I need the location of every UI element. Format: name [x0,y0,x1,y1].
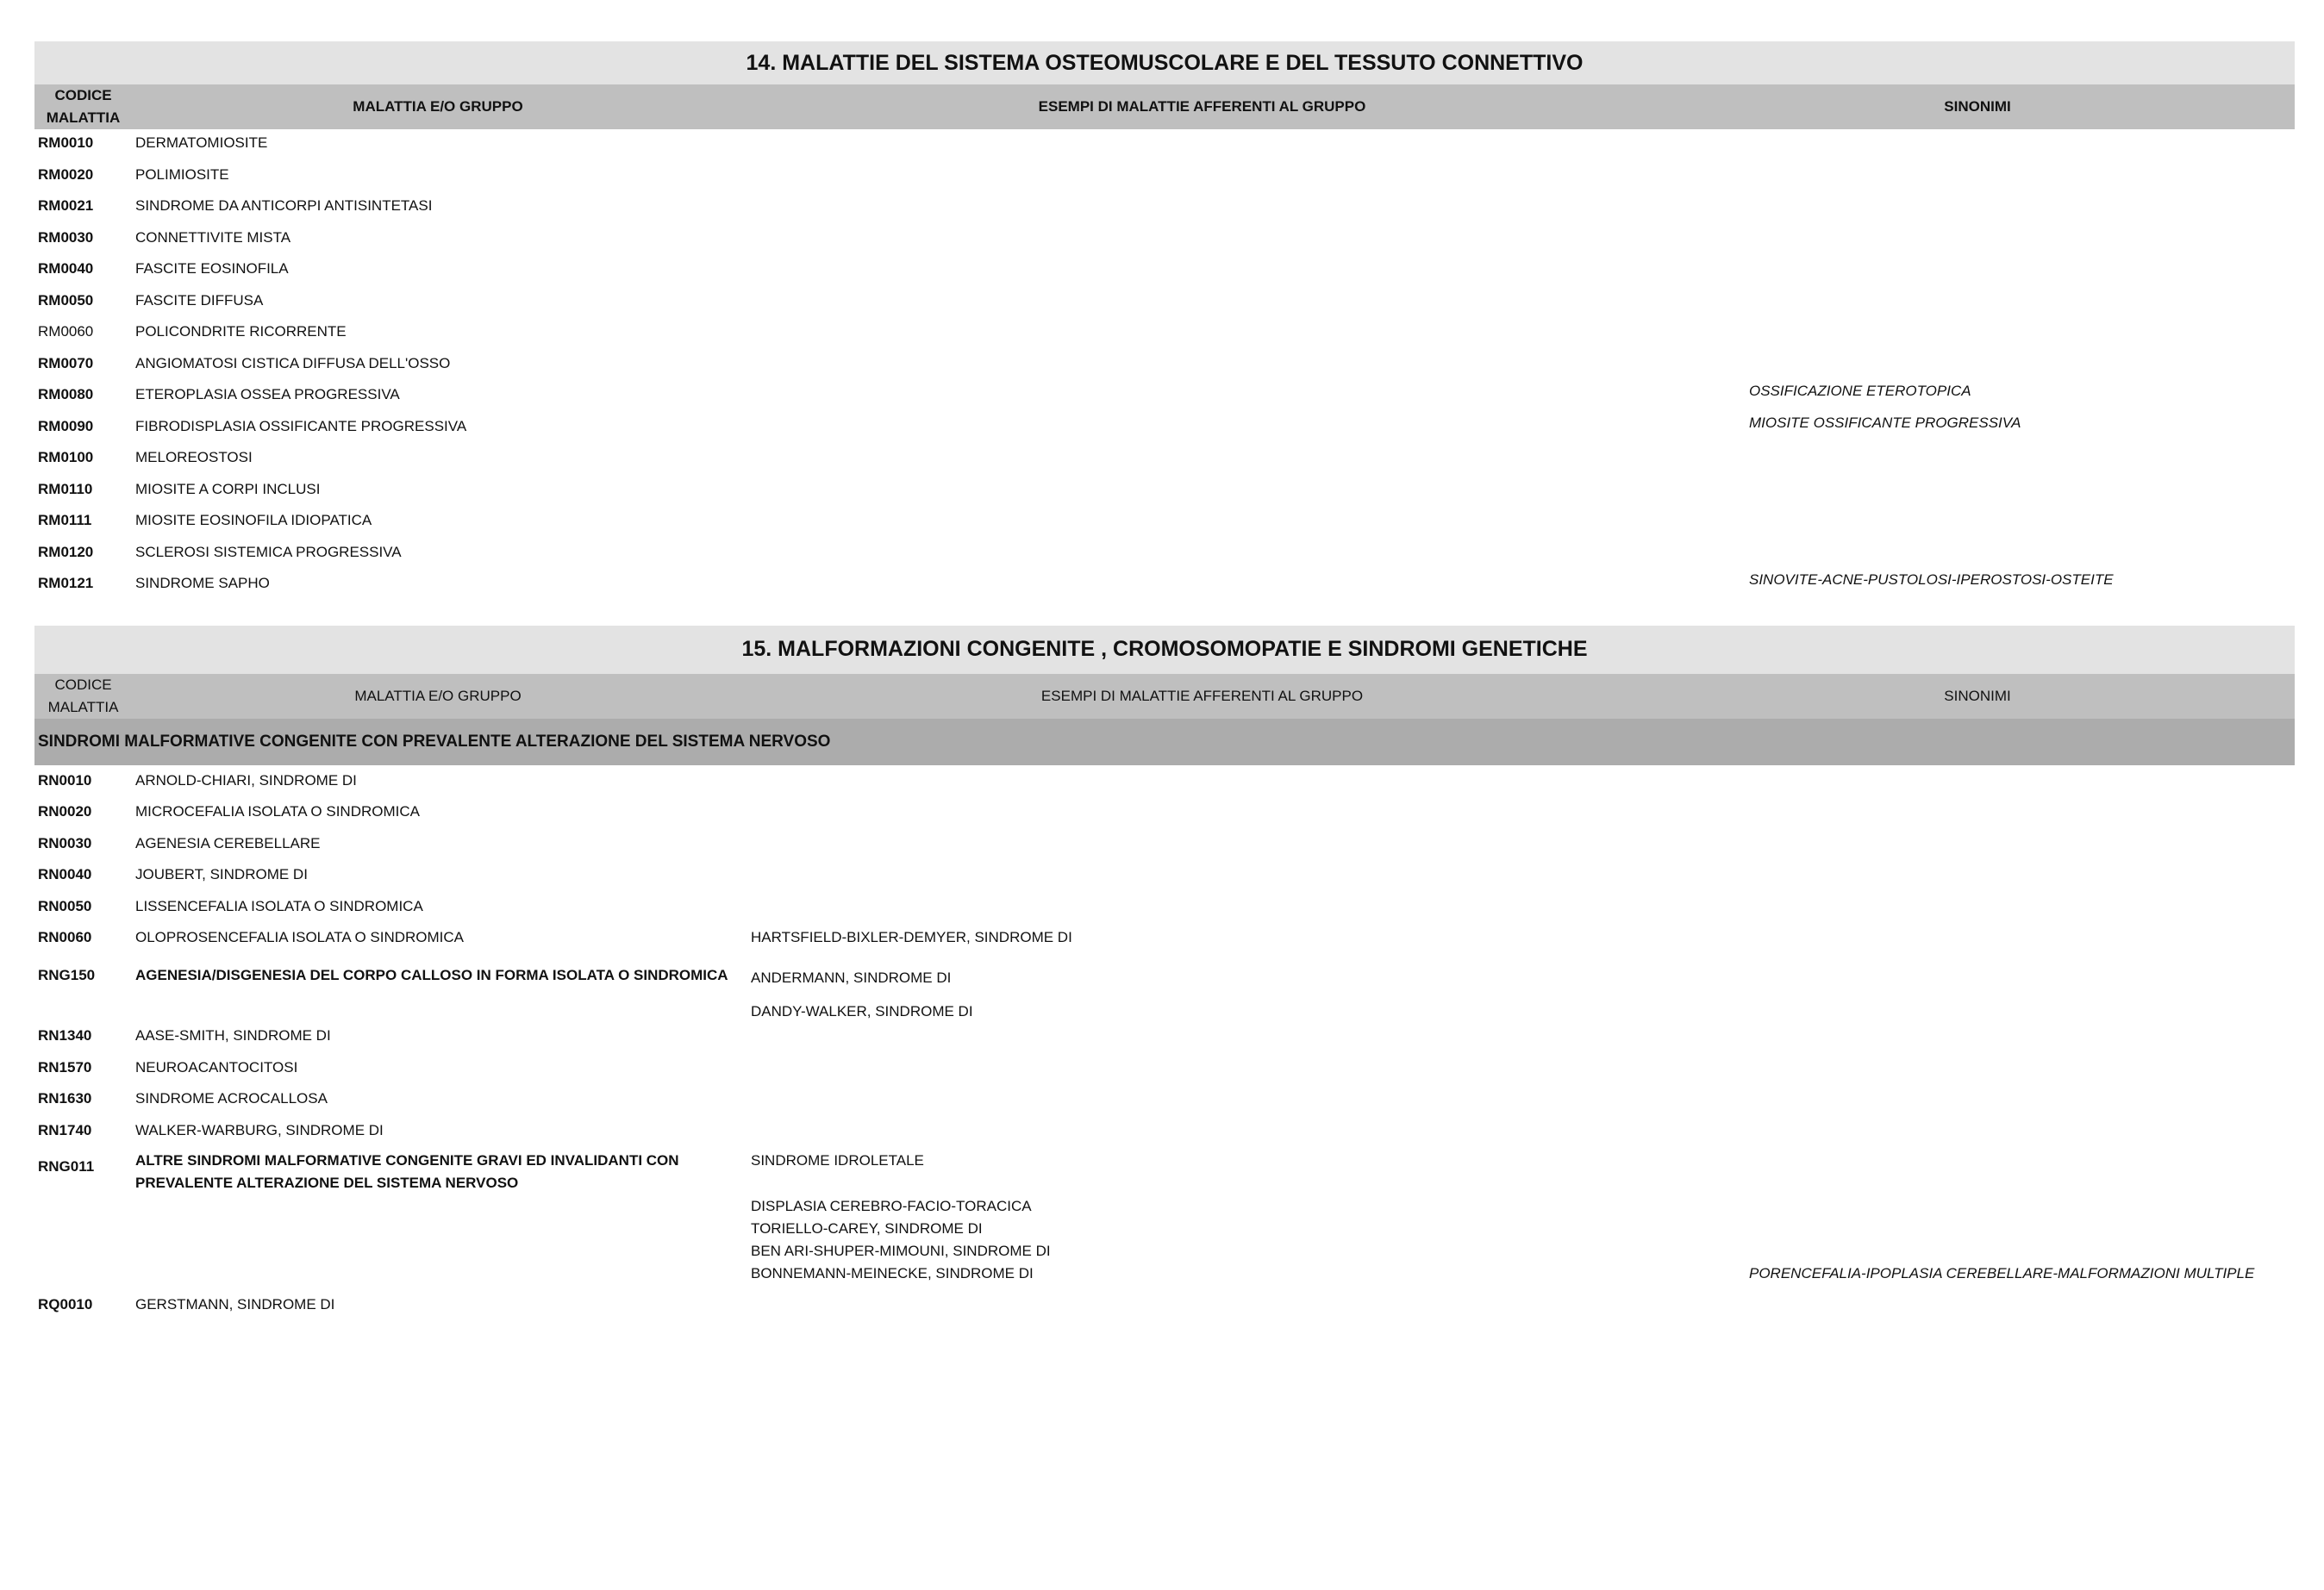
row-name: LISSENCEFALIA ISOLATA O SINDROMICA [135,897,423,914]
row-name: CONNETTIVITE MISTA [135,228,291,246]
row-name: MELOREOSTOSI [135,449,253,465]
header-code-line2: MALATTIA [46,109,121,126]
row-name: MIOSITE EOSINOFILA IDIOPATICA [135,512,372,528]
row-name: NEUROACANTOCITOSI [135,1058,298,1076]
row-name: FASCITE EOSINOFILA [135,260,289,277]
row-name: SINDROME ACROCALLOSA [135,1090,328,1107]
row-code: RM0030 [38,228,94,246]
table-row [34,512,2295,544]
row-name: MIOSITE A CORPI INCLUSI [135,480,321,497]
row-code: RM0020 [38,165,94,183]
row-code: RM0060 [38,323,94,340]
header-name: MALATTIA E/O GRUPPO [354,687,522,704]
row-name: ETEROPLASIA OSSEA PROGRESSIVA [135,386,400,402]
row-name: POLICONDRITE RICORRENTE [135,323,347,340]
header-code [34,84,132,129]
table-row [34,1150,2295,1296]
row-code: RN0020 [38,803,92,820]
row-code: RM0021 [38,197,94,214]
row-example: SINDROME IDROLETALE [751,1151,924,1169]
row-name [135,1150,751,1194]
table-row [34,481,2295,513]
header-code-line1: CODICE [54,676,112,693]
section-15-header-row [34,674,2295,719]
row-code: RM0120 [38,543,94,560]
row-example: DISPLASIA CEREBRO-FACIO-TORACICA [751,1197,1032,1214]
row-name: SINDROME SAPHO [135,575,270,591]
row-name: DERMATOMIOSITE [135,134,268,151]
section-14-title: 14. MALATTIE DEL SISTEMA OSTEOMUSCOLARE E DEL TESSUTO CONNETTIVO [34,41,2295,84]
document-page [34,41,2295,1327]
table-row [34,967,2295,1027]
row-name: AASE-SMITH, SINDROME DI [135,1027,331,1044]
row-examples [751,1150,1749,1285]
table-row [34,929,2295,967]
row-code: RM0121 [38,575,94,591]
row-name: FASCITE DIFFUSA [135,291,264,309]
row-example: BONNEMANN-MEINECKE, SINDROME DI [751,1264,1034,1281]
table-row [34,571,2295,607]
table-row [34,866,2295,898]
row-code: RM0090 [38,417,94,434]
row-name-line: ALTRE SINDROMI MALFORMATIVE CONGENITE GRAVI ED INVALIDANTI CON [135,1151,679,1169]
table-row [34,449,2295,481]
row-code: RM0111 [38,512,92,528]
table-row [34,835,2295,867]
row-code: RM0040 [38,260,94,277]
table-row [34,355,2295,387]
row-name: SINDROME DA ANTICORPI ANTISINTETASI [135,197,433,214]
row-name: WALKER-WARBURG, SINDROME DI [135,1121,384,1138]
table-row [34,1059,2295,1091]
row-code: RQ0010 [38,1295,93,1313]
row-name: SCLEROSI SISTEMICA PROGRESSIVA [135,543,402,560]
row-example: HARTSFIELD-BIXLER-DEMYER, SINDROME DI [751,929,1072,945]
row-code: RN0040 [38,866,92,882]
row-name: OLOPROSENCEFALIA ISOLATA O SINDROMICA [135,929,465,945]
section-14-header-row [34,84,2295,129]
header-synonyms: SINONIMI [1944,687,2011,704]
table-row [34,544,2295,576]
header-code-line2: MALATTIA [47,698,119,715]
table-row [34,383,2295,418]
table-row [34,414,2295,450]
row-name: ANGIOMATOSI CISTICA DIFFUSA DELL'OSSO [135,354,451,371]
row-code: RN0030 [38,834,92,851]
row-code: RN1740 [38,1121,92,1138]
row-example: TORIELLO-CAREY, SINDROME DI [751,1219,983,1237]
row-name: ARNOLD-CHIARI, SINDROME DI [135,771,357,789]
header-examples: ESEMPI DI MALATTIE AFFERENTI AL GRUPPO [1038,98,1366,115]
row-name: POLIMIOSITE [135,165,229,183]
row-name: MICROCEFALIA ISOLATA O SINDROMICA [135,803,420,820]
table-row [34,1027,2295,1059]
header-examples: ESEMPI DI MALATTIE AFFERENTI AL GRUPPO [1040,687,1364,704]
row-code: RM0050 [38,291,94,309]
row-synonym: MIOSITE OSSIFICANTE PROGRESSIVA [1749,414,2021,431]
row-code: RN0010 [38,771,92,789]
row-name: GERSTMANN, SINDROME DI [135,1295,335,1313]
row-code: RM0080 [38,386,94,402]
section-15-title: 15. MALFORMAZIONI CONGENITE , CROMOSOMOPATIE E SINDROMI GENETICHE [34,626,2295,674]
row-name: JOUBERT, SINDROME DI [135,866,308,882]
table-row [34,292,2295,324]
row-synonym: PORENCEFALIA-IPOPLASIA CEREBELLARE-MALFORMAZIONI MULTIPLE [1749,1264,2255,1281]
row-examples [751,967,1749,1023]
table-row [34,134,2295,166]
row-name-line: PREVALENTE ALTERAZIONE DEL SISTEMA NERVOSO [135,1174,519,1191]
row-example: BEN ARI-SHUPER-MIMOUNI, SINDROME DI [751,1242,1051,1259]
table-row [34,197,2295,229]
header-synonyms: SINONIMI [1944,98,2011,115]
header-code [34,674,132,719]
header-name: MALATTIA E/O GRUPPO [353,98,523,115]
row-code: RN0060 [38,929,92,945]
table-row [34,260,2295,292]
row-code: RNG011 [38,1157,95,1175]
table-row [34,803,2295,835]
row-code: RM0010 [38,134,94,151]
row-synonym: OSSIFICAZIONE ETEROTOPICA [1749,383,1971,399]
row-name: FIBRODISPLASIA OSSIFICANTE PROGRESSIVA [135,417,467,434]
table-row [34,166,2295,198]
row-name: AGENESIA/DISGENESIA DEL CORPO CALLOSO IN FORMA ISOLATA O SINDROMICA [135,967,728,983]
table-row [34,772,2295,804]
row-code: RM0100 [38,449,94,465]
row-synonym: SINOVITE-ACNE-PUSTOLOSI-IPEROSTOSI-OSTEITE [1749,571,2114,588]
row-example: DANDY-WALKER, SINDROME DI [751,1003,973,1019]
row-code: RN1570 [38,1058,92,1076]
row-code: RM0110 [38,480,93,497]
table-row [34,323,2295,355]
row-name: AGENESIA CEREBELLARE [135,834,321,851]
table-row [34,1296,2295,1328]
row-code: RN1630 [38,1090,92,1107]
row-code: RN0050 [38,897,92,914]
group-heading: SINDROMI MALFORMATIVE CONGENITE CON PREVALENTE ALTERAZIONE DEL SISTEMA NERVOSO [34,719,2295,765]
row-code: RNG150 [38,967,96,983]
row-example: ANDERMANN, SINDROME DI [751,970,952,986]
row-code: RN1340 [38,1027,92,1044]
table-row [34,229,2295,261]
section-14-rows [34,129,2295,607]
table-row [34,898,2295,930]
header-code-line1: CODICE [54,87,112,103]
row-code: RM0070 [38,354,94,371]
section-15-rows [34,765,2295,1328]
table-row [34,1122,2295,1150]
table-row [34,1090,2295,1122]
